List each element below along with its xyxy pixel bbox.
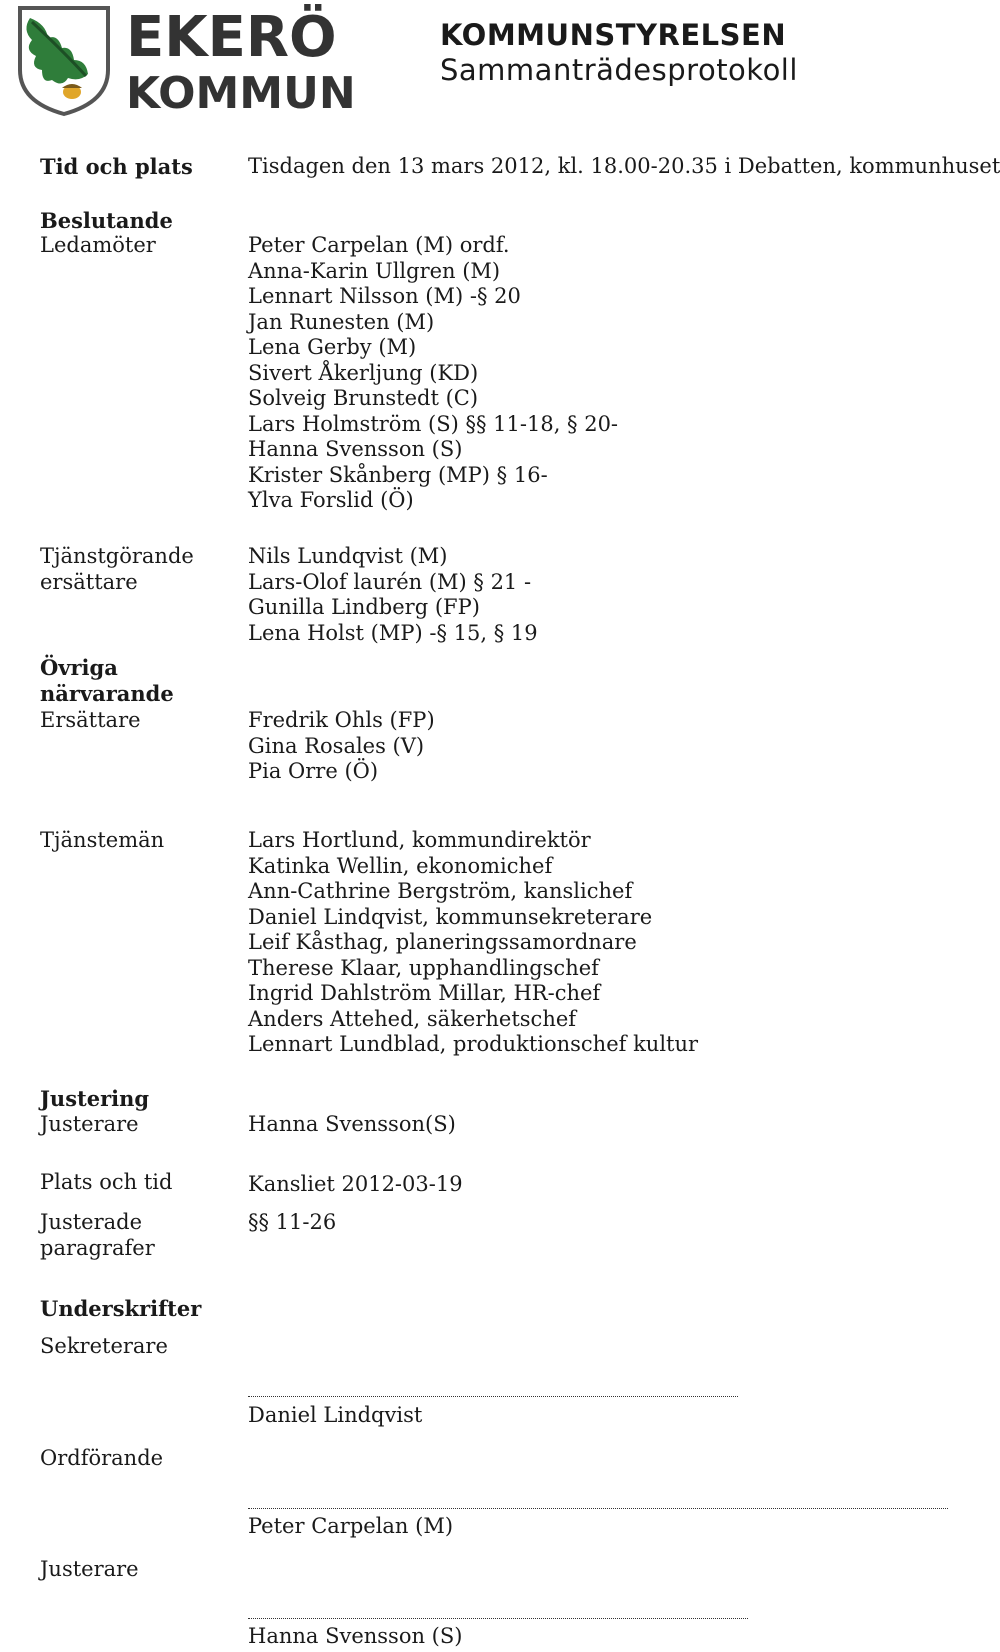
logo-text-kommun: KOMMUN	[126, 68, 356, 119]
plats-och-tid-label: Plats och tid	[40, 1170, 173, 1194]
ledamot-item: Lars Holmström (S) §§ 11-18, § 20-	[248, 411, 619, 436]
ovrig-ersattare-item: Fredrik Ohls (FP)	[248, 708, 435, 732]
ekero-logo-graphic	[16, 4, 356, 119]
heading-line: närvarande	[40, 680, 174, 706]
tjansteman-item: Anders Attehed, säkerhetschef	[248, 1006, 577, 1031]
tjansteman-item: Lennart Lundblad, produktionschef kultur	[248, 1032, 699, 1056]
label-line: Tjänstgörande	[40, 544, 194, 568]
kommun-logo	[16, 4, 356, 119]
tjansteman-item: Therese Klaar, upphandlingschef	[248, 955, 599, 980]
plats-och-tid-value: Kansliet 2012-03-19	[248, 1172, 463, 1196]
label-line: Justerade	[40, 1210, 143, 1234]
ledamot-item: Lena Gerby (M)	[248, 335, 417, 359]
ovrig-ersattare-item: Gina Rosales (V)	[248, 733, 425, 758]
justerade-paragrafer-value: §§ 11-26	[248, 1210, 337, 1234]
document-title: KOMMUNSTYRELSEN	[440, 18, 787, 52]
tjansteman-item: Ann-Cathrine Bergström, kanslichef	[248, 879, 633, 903]
ordforande-name: Peter Carpelan (M)	[248, 1514, 454, 1538]
ledamot-item: Lennart Nilsson (M) -§ 20	[248, 284, 521, 308]
ledamoter-list	[248, 233, 618, 514]
justerare-value: Hanna Svensson(S)	[248, 1112, 456, 1136]
ledamot-item: Anna-Karin Ullgren (M)	[248, 258, 501, 283]
document-header	[440, 18, 798, 88]
tjanstemen-label: Tjänstemän	[40, 828, 165, 852]
justering-heading: Justering	[40, 1086, 150, 1111]
ersattare-list	[248, 544, 538, 646]
heading-line: Övriga	[40, 655, 118, 680]
underskrift-justerare-name: Hanna Svensson (S)	[248, 1624, 463, 1648]
tjanstgorande-ersattare-label	[40, 544, 194, 595]
tjansteman-item: Leif Kåsthag, planeringssamordnare	[248, 930, 637, 954]
ledamot-item: Peter Carpelan (M) ordf.	[248, 233, 510, 257]
sekreterare-label: Sekreterare	[40, 1334, 168, 1358]
ersattare-item: Nils Lundqvist (M)	[248, 544, 448, 568]
tjansteman-item: Ingrid Dahlström Millar, HR-chef	[248, 981, 601, 1005]
ledamot-item: Jan Runesten (M)	[248, 309, 435, 334]
justerare-label: Justerare	[40, 1112, 139, 1136]
underskrift-justerare-label: Justerare	[40, 1557, 139, 1581]
sekreterare-name: Daniel Lindqvist	[248, 1403, 423, 1427]
label-line: ersättare	[40, 569, 138, 594]
tjanstemen-list	[248, 828, 698, 1058]
ovriga-ersattare-list	[248, 708, 435, 785]
ledamoter-label: Ledamöter	[40, 233, 156, 257]
ovriga-ersattare-label: Ersättare	[40, 708, 141, 732]
ordforande-label: Ordförande	[40, 1446, 164, 1470]
ledamot-item: Krister Skånberg (MP) § 16-	[248, 462, 548, 487]
ledamot-item: Ylva Forslid (Ö)	[248, 488, 414, 512]
sekreterare-signature-line	[248, 1396, 738, 1397]
tid-och-plats-label: Tid och plats	[40, 154, 193, 179]
ordforande-signature-line	[248, 1508, 948, 1509]
ledamot-item: Hanna Svensson (S)	[248, 437, 463, 461]
ersattare-item: Lena Holst (MP) -§ 15, § 19	[248, 620, 538, 645]
ovriga-narvarande-heading	[40, 655, 174, 706]
underskrifter-heading: Underskrifter	[40, 1296, 202, 1321]
tjansteman-item: Daniel Lindqvist, kommunsekreterare	[248, 904, 653, 929]
tjansteman-item: Katinka Wellin, ekonomichef	[248, 853, 553, 878]
beslutande-heading: Beslutande	[40, 208, 173, 233]
ledamot-item: Solveig Brunstedt (C)	[248, 386, 479, 410]
justerade-paragrafer-label	[40, 1210, 155, 1261]
ledamot-item: Sivert Åkerljung (KD)	[248, 360, 479, 385]
justerare-signature-line	[248, 1618, 748, 1619]
tid-och-plats-value: Tisdagen den 13 mars 2012, kl. 18.00-20.35 i Debatten, kommunhuset	[248, 154, 1000, 178]
logo-text-ekero: EKERÖ	[126, 5, 337, 70]
document-subtitle: Sammanträdesprotokoll	[440, 53, 798, 87]
ersattare-item: Lars-Olof laurén (M) § 21 -	[248, 569, 532, 594]
ovrig-ersattare-item: Pia Orre (Ö)	[248, 759, 379, 783]
ersattare-item: Gunilla Lindberg (FP)	[248, 595, 480, 619]
label-line: paragrafer	[40, 1235, 155, 1260]
tjansteman-item: Lars Hortlund, kommundirektör	[248, 828, 591, 852]
